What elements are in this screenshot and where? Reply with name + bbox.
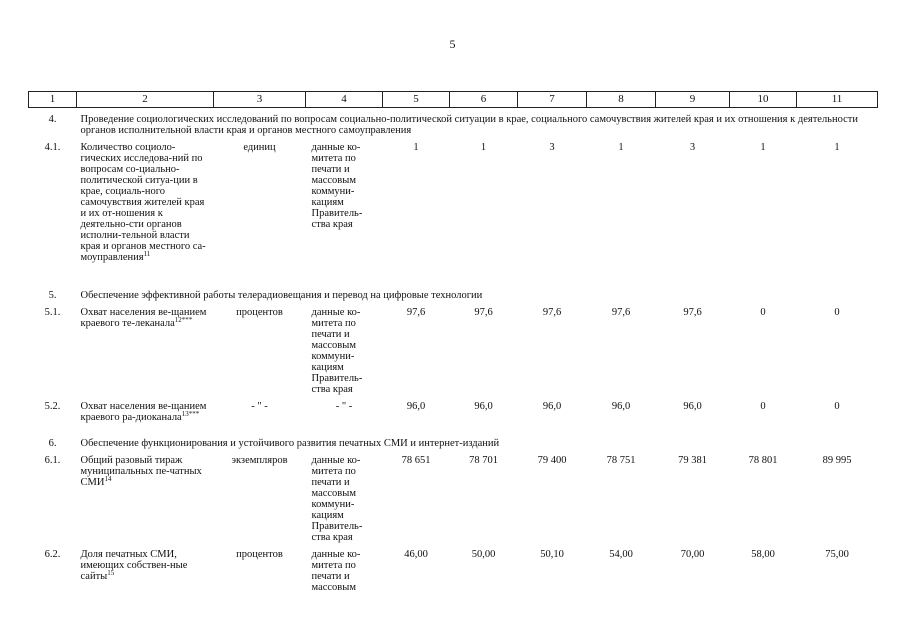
column-header: 9 bbox=[656, 92, 730, 108]
source-cell: данные ко-митета по печати и массовым коммуни-кациям Правитель-ства края bbox=[311, 455, 363, 544]
unit-cell: единиц bbox=[243, 142, 276, 154]
section-row bbox=[29, 284, 878, 301]
value-cell: 3 bbox=[689, 142, 696, 154]
section-title: Обеспечение эффективной работы телерадиовещания и перевод на цифровые технологии bbox=[80, 290, 483, 302]
value-cell: 96,0 bbox=[542, 401, 562, 413]
value-cell: 1 bbox=[760, 142, 766, 154]
footnote-ref: 12*** bbox=[174, 316, 193, 325]
indicator-name-text: Количество социоло-гических исследова-ний по вопросам со-циально-политической ситуа-ции в крае, социаль-ного самочувствия жителей края и их от-ношения к деятельно-сти органов исполни-тельной власти края и органов местного са-моуправления bbox=[80, 142, 206, 264]
source-cell: данные ко-митета по печати и массовым коммуни-кациям Правитель-ства края bbox=[311, 307, 363, 396]
footnote-ref: 15 bbox=[107, 569, 115, 578]
value-cell: 97,6 bbox=[474, 307, 493, 319]
column-header: 6 bbox=[450, 92, 518, 108]
value-cell: 97,6 bbox=[683, 307, 702, 319]
source-cell: - " - bbox=[335, 401, 353, 413]
section-number: 5. bbox=[48, 290, 57, 302]
value-cell: 1 bbox=[834, 142, 840, 154]
value-cell: 1 bbox=[413, 142, 419, 154]
row-number: 6.1. bbox=[44, 455, 61, 467]
value-cell: 1 bbox=[618, 142, 624, 154]
indicator-name-text: Охват населения ве-щанием краевого те-леканала bbox=[80, 307, 207, 330]
indicator-name bbox=[77, 395, 214, 432]
value-cell: 0 bbox=[760, 307, 766, 319]
indicator-name bbox=[77, 301, 214, 395]
value-cell: 96,0 bbox=[406, 401, 426, 413]
column-header: 11 bbox=[797, 92, 878, 108]
indicator-name-text: Доля печатных СМИ, имеющих собствен-ные сайты bbox=[80, 549, 188, 583]
page-number: 5 bbox=[449, 37, 456, 51]
value-cell: 58,00 bbox=[751, 549, 775, 561]
source-cell: данные ко-митета по печати и массовым коммуни-кациям Правитель-ства края bbox=[311, 142, 363, 231]
value-cell: 3 bbox=[549, 142, 555, 154]
footnote-ref: 14 bbox=[104, 475, 112, 484]
value-cell: 50,10 bbox=[540, 549, 564, 561]
footnote-ref: 11 bbox=[143, 250, 151, 259]
value-cell: 1 bbox=[480, 142, 487, 154]
value-cell: 0 bbox=[760, 401, 766, 413]
value-cell: 50,00 bbox=[471, 549, 496, 561]
value-cell: 97,6 bbox=[542, 307, 562, 319]
unit-cell: процентов bbox=[236, 549, 283, 561]
section-title: Проведение социологических исследований по вопросам социально-политической ситуации в крае, социального самочувствия жителей края и их отношения к деятельности органов исполнительной власти края и органов местного самоуправления bbox=[80, 114, 858, 137]
indicator-name-text: Общий разовый тираж муниципальных пе-чатных СМИ bbox=[80, 455, 202, 489]
value-cell: 46,00 bbox=[404, 549, 428, 561]
value-cell: 0 bbox=[834, 307, 840, 319]
value-cell: 79 381 bbox=[678, 455, 707, 467]
value-cell: 79 400 bbox=[537, 455, 567, 467]
column-header: 4 bbox=[306, 92, 383, 108]
value-cell: 70,00 bbox=[680, 549, 705, 561]
column-header: 10 bbox=[730, 92, 797, 108]
row-number: 5.1. bbox=[44, 307, 61, 319]
column-header: 5 bbox=[383, 92, 450, 108]
indicator-name-text: Охват населения ве-щанием краевого ра-диоканала bbox=[80, 401, 207, 424]
indicator-name bbox=[77, 136, 214, 284]
column-header: 2 bbox=[77, 92, 214, 108]
section-row bbox=[29, 108, 878, 137]
indicator-name bbox=[77, 449, 214, 543]
value-cell: 97,6 bbox=[406, 307, 426, 319]
column-header: 7 bbox=[518, 92, 587, 108]
footnote-ref: 13*** bbox=[181, 410, 200, 419]
source-cell: данные ко-митета по печати и массовым bbox=[311, 549, 361, 594]
section-number: 6. bbox=[48, 438, 57, 450]
section-title: Обеспечение функционирования и устойчивого развития печатных СМИ и интернет-изданий bbox=[80, 438, 500, 450]
column-header: 1 bbox=[29, 92, 77, 108]
row-number: 6.2. bbox=[44, 549, 61, 561]
unit-cell: - " - bbox=[251, 401, 268, 413]
table-row bbox=[29, 449, 878, 543]
table-row bbox=[29, 543, 878, 595]
value-cell: 78 651 bbox=[401, 455, 431, 467]
indicator-name bbox=[77, 543, 214, 595]
value-cell: 0 bbox=[834, 401, 840, 413]
value-cell: 54,00 bbox=[609, 549, 633, 561]
section-row bbox=[29, 432, 878, 449]
table-row bbox=[29, 301, 878, 395]
unit-cell: экземпляров bbox=[231, 455, 288, 467]
row-number: 5.2. bbox=[44, 401, 61, 413]
table-row bbox=[29, 395, 878, 432]
value-cell: 96,0 bbox=[474, 401, 493, 413]
section-number: 4. bbox=[48, 114, 57, 125]
column-header: 8 bbox=[587, 92, 656, 108]
value-cell: 89 995 bbox=[822, 455, 852, 467]
value-cell: 97,6 bbox=[611, 307, 631, 319]
column-header: 3 bbox=[214, 92, 306, 108]
value-cell: 78 701 bbox=[469, 455, 498, 467]
value-cell: 78 801 bbox=[748, 455, 778, 467]
row-number: 4.1. bbox=[44, 142, 61, 154]
value-cell: 96,0 bbox=[683, 401, 702, 413]
indicators-table bbox=[28, 91, 878, 595]
value-cell: 78 751 bbox=[606, 455, 636, 467]
table-row bbox=[29, 136, 878, 284]
value-cell: 75,00 bbox=[825, 549, 849, 561]
header-row bbox=[29, 92, 878, 108]
unit-cell: процентов bbox=[236, 307, 283, 319]
value-cell: 96,0 bbox=[611, 401, 631, 413]
